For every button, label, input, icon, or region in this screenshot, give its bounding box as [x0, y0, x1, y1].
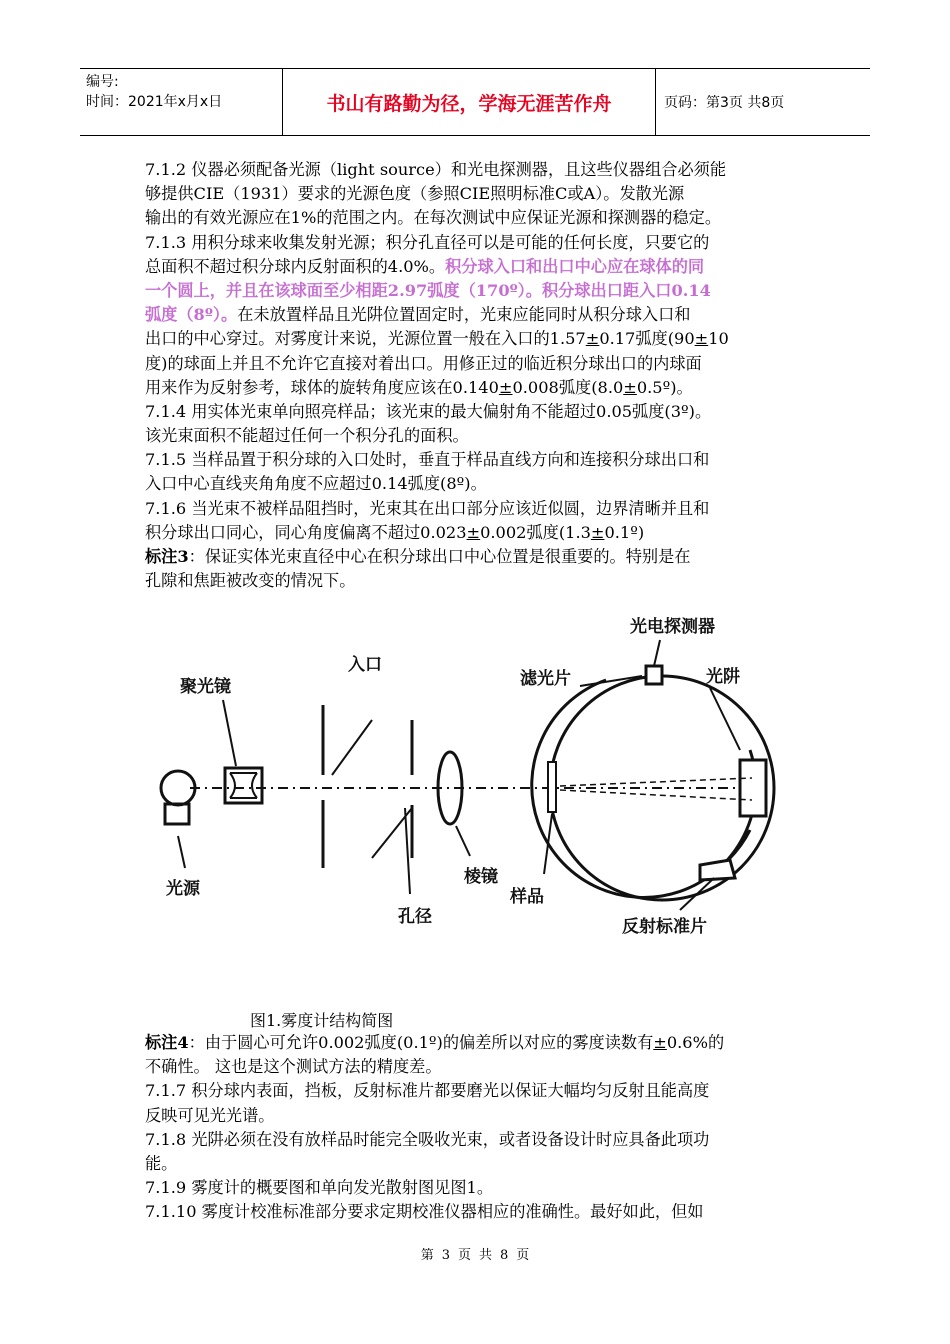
leader-line: [654, 640, 660, 666]
text-line: 反映可见光光谱。: [145, 1105, 275, 1125]
light-source-base: [165, 804, 189, 824]
text-line: 7.1.6 当光束不被样品阻挡时，光束其在出口部分应该近似圆，边界清晰并且和: [145, 498, 710, 518]
text-line: 7.1.10 雾度计校准标准部分要求定期校准仪器相应的准确性。最好如此，但如: [145, 1202, 704, 1222]
footer-ye: 页: [457, 1248, 471, 1263]
footer-page-number: 3: [441, 1248, 450, 1263]
text-span: ：由于圆心可允许0.002弧度(0.1º)的偏差所以对应的雾度读数有: [188, 1033, 654, 1052]
plus-minus: ±: [590, 522, 605, 542]
beam-cone: [560, 778, 752, 786]
plus-minus: ±: [498, 377, 513, 397]
label-detector: 光电探测器: [630, 617, 715, 637]
text-line: 够提供CIE（1931）要求的光源色度（参照CIE照明标准C或A）。发散光源: [145, 184, 685, 204]
note-label: 标注4: [145, 1033, 189, 1052]
text-line: 输出的有效光源应在1%的范围之内。在每次测试中应保证光源和探测器的稳定。: [145, 208, 722, 228]
label-condenser: 聚光镜: [180, 677, 231, 697]
highlight-text: 积分球入口和出口中心应在球体的同: [445, 256, 705, 276]
footer-total-pages: 8: [500, 1248, 509, 1263]
sample-plate: [548, 762, 556, 812]
text-line: [145, 376, 815, 400]
note-label: 标注3: [145, 547, 189, 566]
beam-cone: [560, 790, 752, 800]
text-line: 该光束面积不能超过任何一个积分孔的面积。: [145, 426, 469, 446]
body-text-top: [145, 158, 815, 593]
text-line: 7.1.2 仪器必须配备光源（light source）和光电探测器，且这些仪器组合必须能: [145, 160, 727, 179]
plus-minus: ±: [653, 1033, 667, 1052]
text-line: 孔隙和焦距被改变的情况下。: [145, 571, 356, 591]
text-span: 0.002弧度(1.3: [480, 522, 591, 542]
plus-minus: ±: [466, 522, 481, 542]
text-line: 7.1.9 雾度计的概要图和单向发光散射图见图1。: [145, 1178, 494, 1198]
text-span: ：保证实体光束直径中心在积分球出口中心位置是很重要的。特别是在: [188, 547, 691, 566]
number-label: 编号:: [86, 74, 119, 90]
plus-minus: ±: [623, 377, 637, 397]
text-line: [145, 255, 815, 279]
header-page-info: 页码：第3页 共8页: [664, 95, 785, 111]
leader-line: [223, 700, 236, 766]
text-span: 10: [708, 329, 729, 349]
text-span: 0.1º): [604, 522, 645, 542]
highlight-line: 一个圆上，并且在该球面至少相距2.97弧度（170º）。积分球出口距入口0.14: [145, 280, 711, 300]
text-line: 度)的球面上并且不允许它直接对着出口。用修正过的临近积分球出口的内球面: [145, 353, 702, 373]
body-text-bottom: [145, 1031, 815, 1225]
leader-line: [405, 808, 410, 894]
text-span: 0.6%的: [666, 1033, 725, 1052]
leader-line: [544, 814, 552, 874]
leader-line: [456, 826, 470, 856]
text-line: [145, 303, 815, 327]
light-trap: [740, 760, 766, 816]
label-entrance: 入口: [348, 655, 382, 675]
document-header: [80, 68, 870, 136]
header-motto: 书山有路勤为径，学海无涯苦作舟: [283, 69, 656, 135]
text-line: [145, 1031, 815, 1055]
label-aperture: 孔径: [398, 907, 432, 927]
detector-neck: [646, 666, 662, 684]
figure-caption: 图1.雾度计结构简图: [250, 1011, 394, 1030]
text-line: 7.1.5 当样品置于积分球的入口处时，垂直于样品直线方向和连接积分球出口和: [145, 450, 710, 470]
text-span: 出口的中心穿过。对雾度计来说，光源位置一般在入口的1.57: [145, 329, 586, 349]
text-line: [145, 521, 815, 545]
light-source-bulb: [161, 771, 195, 805]
text-span: 0.008弧度(8.0: [512, 377, 624, 397]
plus-minus: ±: [694, 329, 709, 349]
text-line: 7.1.3 用积分球来收集发射光源；积分孔直径可以是可能的任何长度，只要它的: [145, 232, 710, 252]
footer-ye2: 页: [516, 1248, 530, 1263]
reflect-standard: [700, 860, 735, 880]
text-line: 不确性。 这也是这个测试方法的精度差。: [145, 1057, 442, 1077]
label-filter: 滤光片: [520, 669, 571, 689]
footer-di: 第: [420, 1248, 434, 1263]
text-line: 7.1.8 光阱必须在没有放样品时能完全吸收光束，或者设备设计时应具备此项功: [145, 1129, 710, 1149]
time-label: 时间：2021年x月x日: [86, 94, 223, 110]
header-meta: [80, 69, 283, 135]
text-line: [145, 545, 815, 569]
text-line: [145, 327, 815, 351]
label-source: 光源: [166, 879, 200, 899]
text-line: 7.1.7 积分球内表面，挡板，反射标准片都要磨光以保证大幅均匀反射且能高度: [145, 1081, 710, 1101]
text-line: 能。: [145, 1153, 178, 1173]
text-line: 7.1.4 用实体光束单向照亮样品；该光束的最大偏射角不能超过0.05弧度(3º)。: [145, 401, 712, 421]
leader-line: [178, 836, 185, 868]
text-span: 0.17弧度(90: [599, 329, 695, 349]
text-line: 入口中心直线夹角角度不应超过0.14弧度(8º)。: [145, 474, 487, 494]
label-sample: 样品: [510, 887, 544, 907]
text-span: 0.5º)。: [636, 377, 693, 397]
text-span: 积分球出口同心，同心角度偏离不超过0.023: [145, 522, 467, 542]
text-span: 总面积不超过积分球内反射面积的4.0%。: [145, 256, 446, 276]
diagonal-plate: [332, 720, 372, 775]
footer-gong: 共: [479, 1248, 493, 1263]
label-lens: 棱镜: [464, 867, 498, 887]
label-light-trap: 光阱: [706, 667, 740, 687]
plus-minus: ±: [585, 329, 600, 349]
haze-meter-diagram: [140, 610, 800, 975]
page-footer: [0, 1244, 950, 1263]
condenser-inner: [230, 773, 257, 798]
label-reflect-standard: 反射标准片: [622, 917, 707, 937]
highlight-text: 弧度（8º）。: [145, 305, 238, 325]
leader-line: [710, 688, 740, 750]
text-span: 在未放置样品且光阱位置固定时，光束应能同时从积分球入口和: [237, 305, 691, 325]
text-span: 用来作为反射参考，球体的旋转角度应该在0.140: [145, 377, 499, 397]
